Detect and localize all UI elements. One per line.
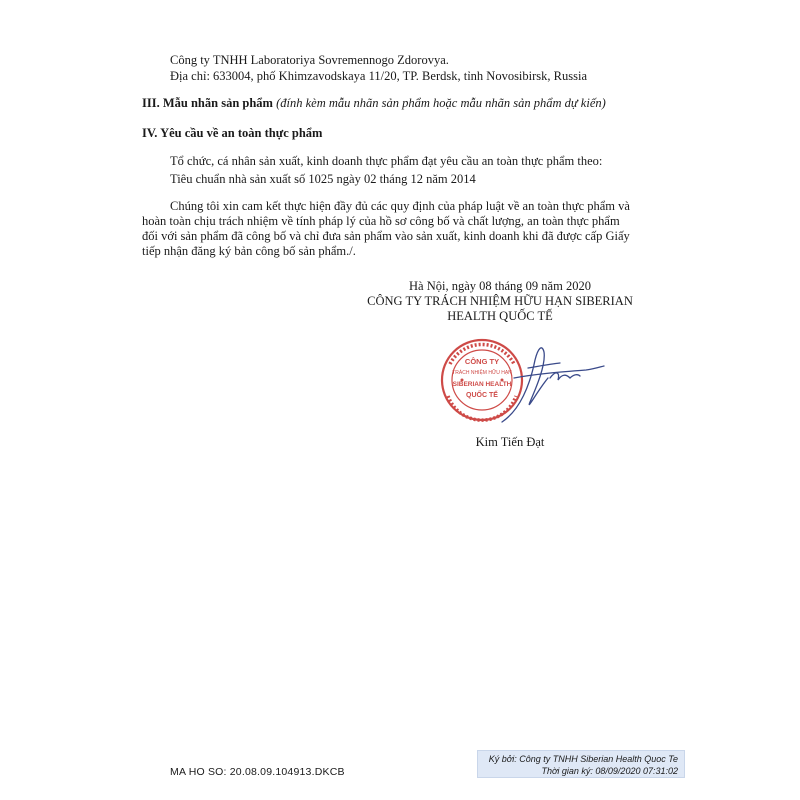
company-stamp: [410, 330, 610, 435]
signature-org-line2: HEALTH QUỐC TẾ: [447, 309, 553, 323]
signed-time: Thời gian ký: 08/09/2020 07:31:02: [541, 766, 678, 776]
section3-note: (đính kèm mẫu nhãn sản phẩm hoặc mẫu nhãn sản phẩm dự kiến): [272, 96, 606, 110]
commitment-line3: đối với sản phẩm đã công bố và chỉ đưa sản phẩm vào sản xuất, kinh doanh khi đã được cấp Giấy: [142, 229, 630, 243]
section3-heading: [142, 96, 606, 111]
commitment-line4: tiếp nhận đăng ký bản công bố sản phẩm./.: [142, 244, 356, 258]
signature-org-line1: CÔNG TY TRÁCH NHIỆM HỮU HẠN SIBERIAN: [367, 294, 633, 308]
section4-line1: Tổ chức, cá nhân sản xuất, kinh doanh thực phẩm đạt yêu cầu an toàn thực phẩm theo:: [170, 154, 603, 168]
section3-title: III. Mẫu nhãn sản phẩm: [142, 96, 273, 110]
stamp-and-signature: [410, 330, 610, 435]
stamp-text-4: QUỐC TẾ: [466, 392, 498, 399]
signature-date: Hà Nội, ngày 08 tháng 09 năm 2020: [409, 279, 591, 293]
signed-by: Ký bởi: Công ty TNHH Siberian Health Quoc Te: [488, 754, 678, 764]
digital-signature-box: [477, 750, 685, 778]
commitment-line2: hoàn toàn chịu trách nhiệm về tính pháp lý của hồ sơ công bố và chất lượng, an toàn thực phẩm: [142, 214, 620, 228]
stamp-text-1: CÔNG TY: [464, 357, 500, 366]
signer-name: Kim Tiến Đạt: [475, 435, 545, 449]
company-name: Công ty TNHH Laboratoriya Sovremennogo Zdorovya.: [170, 53, 449, 67]
dossier-number: MA HO SO: 20.08.09.104913.DKCB: [170, 766, 345, 778]
stamp-text-3: SIBERIAN HEALTH: [452, 381, 512, 388]
section4-line2: Tiêu chuẩn nhà sản xuất số 1025 ngày 02 tháng 12 năm 2014: [170, 172, 476, 186]
section4-title: IV. Yêu cầu về an toàn thực phẩm: [142, 126, 323, 140]
commitment-line1: Chúng tôi xin cam kết thực hiện đầy đủ các quy định của pháp luật về an toàn thực phẩm và: [170, 199, 630, 213]
company-address: Địa chỉ: 633004, phố Khimzavodskaya 11/20, TP. Berdsk, tỉnh Novosibirsk, Russia: [170, 69, 587, 83]
stamp-text-2: TRÁCH NHIỆM HỮU HẠN: [452, 370, 512, 376]
stamp-seal: [442, 340, 522, 420]
